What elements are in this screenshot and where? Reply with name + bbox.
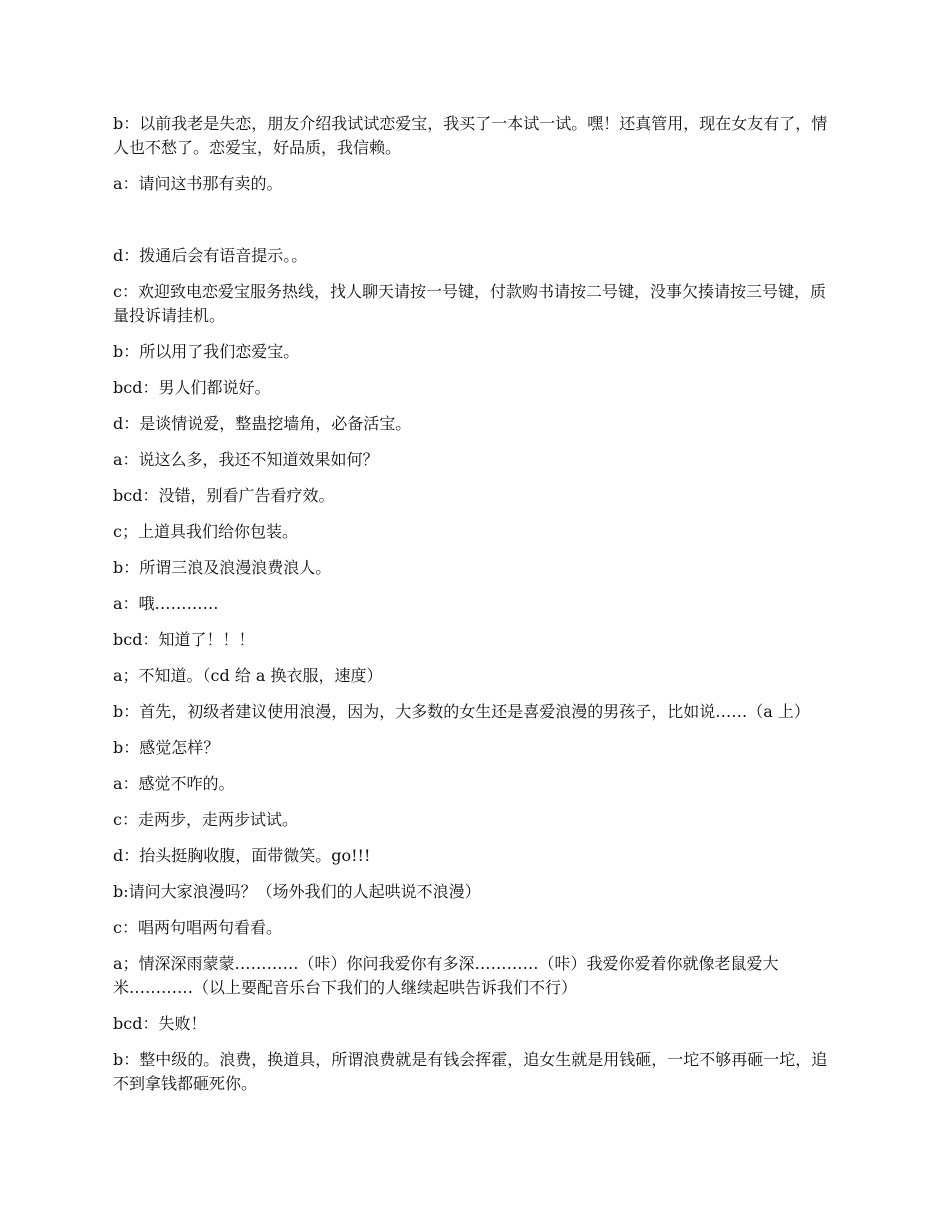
- paragraph-4: c：欢迎致电恋爱宝服务热线，找人聊天请按一号键，付款购书请按二号键，没事欠揍请按三号键，质量投诉请挂机。: [113, 282, 826, 325]
- paragraph-2: a：请问这书那有卖的。: [113, 174, 283, 193]
- paragraph-13: bcd：知道了！！！: [113, 630, 255, 649]
- paragraph-1: b：以前我老是失恋，朋友介绍我试试恋爱宝，我买了一本试一试。嘿！还真管用，现在女友有了，情人也不愁了。恋爱宝，好品质，我信赖。: [113, 114, 828, 157]
- paragraph-7: d：是谈情说爱，整蛊挖墙角，必备活宝。: [113, 414, 412, 433]
- paragraph-6: bcd：男人们都说好。: [113, 378, 271, 397]
- paragraph-15: b：首先，初级者建议使用浪漫，因为，大多数的女生还是喜爱浪漫的男孩子，比如说……（a 上）: [113, 702, 810, 721]
- paragraph-14: a；不知道。（cd 给 a 换衣服，速度）: [113, 666, 383, 685]
- paragraph-24: b：整中级的。浪费，换道具，所谓浪费就是有钱会挥霍，追女生就是用钱砸，一坨不够再砸一坨，追不到拿钱都砸死你。: [113, 1050, 828, 1093]
- paragraph-17: a：感觉不咋的。: [113, 774, 235, 793]
- paragraph-21: c：唱两句唱两句看看。: [113, 918, 282, 937]
- paragraph-23: bcd：失败！: [113, 1014, 207, 1033]
- paragraph-9: bcd：没错，别看广告看疗效。: [113, 486, 335, 505]
- paragraph-19: d：抬头挺胸收腹，面带微笑。go!!!: [113, 846, 371, 865]
- paragraph-10: c；上道具我们给你包装。: [113, 522, 298, 541]
- document-body: [113, 112, 833, 1108]
- paragraph-8: a：说这么多，我还不知道效果如何？: [113, 450, 379, 469]
- paragraph-11: b：所谓三浪及浪漫浪费浪人。: [113, 558, 332, 577]
- paragraph-12: a：哦…………: [113, 594, 219, 613]
- paragraph-22: a；情深深雨蒙蒙…………（咔）你问我爱你有多深…………（咔）我爱你爱着你就像老鼠爱大米…………（以上要配音乐台下我们的人继续起哄告诉我们不行）: [113, 954, 779, 997]
- paragraph-20: b:请问大家浪漫吗？（场外我们的人起哄说不浪漫）: [113, 882, 481, 901]
- paragraph-3: d：拨通后会有语音提示。。: [113, 246, 308, 265]
- paragraph-5: b：所以用了我们恋爱宝。: [113, 342, 300, 361]
- blank-line: [113, 208, 833, 244]
- paragraph-16: b：感觉怎样？: [113, 738, 220, 757]
- paragraph-18: c：走两步，走两步试试。: [113, 810, 298, 829]
